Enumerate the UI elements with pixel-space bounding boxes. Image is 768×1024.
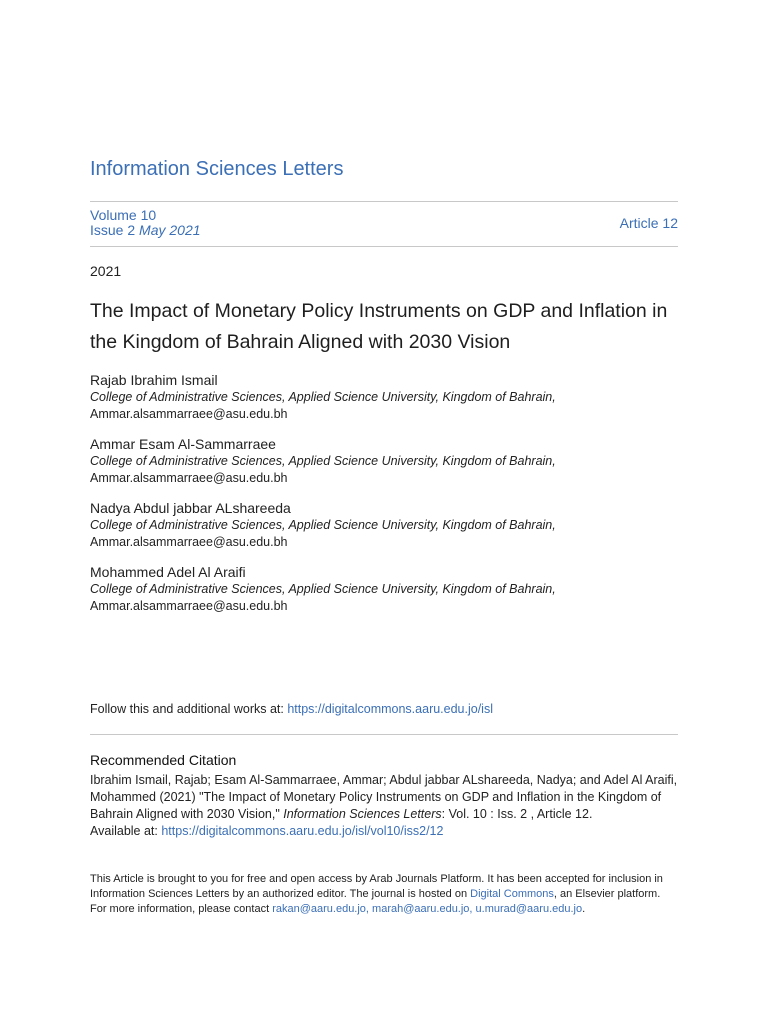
notice-text: This Article is brought to you for free and open access by Arab Journals Platform. It has been accepted for inclusion in Information Sciences Letters by an authorized editor. The journal is hosted on: [90, 873, 663, 900]
follow-line: [90, 702, 493, 716]
author-name: Mohammed Adel Al Araifi: [90, 564, 246, 580]
follow-text: Follow this and additional works at:: [90, 702, 288, 716]
author-list: [90, 372, 678, 628]
article-title: The Impact of Monetary Policy Instruments on GDP and Inflation in the Kingdom of Bahrain Aligned with 2030 Vision: [90, 300, 668, 353]
author-entry: [90, 500, 678, 551]
citation-body: Ibrahim Ismail, Rajab; Esam Al-Sammarraee, Ammar; Abdul jabbar ALshareeda, Nadya; and Adel Al Araifi, Mohammed (2021) "The Impact of Monetary Policy Instruments on GDP and Inflation in the Kingdom of Bahrain Aligned with 2030 Vision,": [90, 773, 678, 821]
article-url-link[interactable]: https://digitalcommons.aaru.edu.jo/isl/vol10/iss2/12: [161, 824, 444, 838]
author-affiliation: College of Administrative Sciences, Applied Science University, Kingdom of Bahrain,: [90, 454, 556, 468]
issue-date[interactable]: May 2021: [139, 222, 201, 238]
notice-text: , an Elsevier platform. For more information, please contact: [90, 888, 661, 915]
available-label: Available at:: [90, 824, 162, 838]
author-affiliation: College of Administrative Sciences, Applied Science University, Kingdom of Bahrain,: [90, 390, 556, 404]
access-notice: [90, 872, 678, 917]
digital-commons-link[interactable]: Digital Commons: [470, 888, 554, 900]
author-email: Ammar.alsammarraee@asu.edu.bh: [90, 407, 288, 421]
divider-middle: [90, 246, 678, 247]
collection-link[interactable]: https://digitalcommons.aaru.edu.jo/isl: [287, 702, 493, 716]
publication-year: 2021: [90, 263, 122, 279]
citation-journal: Information Sciences Letters: [283, 807, 442, 821]
recommended-citation-heading: Recommended Citation: [90, 752, 237, 768]
contact-emails-link[interactable]: rakan@aaru.edu.jo, marah@aaru.edu.jo, u.murad@aaru.edu.jo: [272, 903, 583, 915]
author-name: Ammar Esam Al-Sammarraee: [90, 436, 276, 452]
author-name: Rajab Ibrahim Ismail: [90, 372, 218, 388]
author-email: Ammar.alsammarraee@asu.edu.bh: [90, 599, 288, 613]
author-email: Ammar.alsammarraee@asu.edu.bh: [90, 535, 288, 549]
author-name: Nadya Abdul jabbar ALshareeda: [90, 500, 291, 516]
divider-top: [90, 201, 678, 202]
volume-issue-block: [90, 208, 201, 238]
divider-bottom: [90, 734, 678, 735]
citation-volume: : Vol. 10 : Iss. 2 , Article 12.: [441, 807, 593, 821]
author-entry: [90, 372, 678, 423]
author-entry: [90, 436, 678, 487]
author-affiliation: College of Administrative Sciences, Applied Science University, Kingdom of Bahrain,: [90, 582, 556, 596]
notice-text: .: [582, 903, 586, 915]
issue-link[interactable]: Issue 2: [90, 222, 136, 238]
citation-text: [90, 772, 678, 840]
author-entry: [90, 564, 678, 615]
journal-title-link[interactable]: Information Sciences Letters: [90, 158, 344, 180]
article-number-link[interactable]: Article 12: [619, 215, 678, 231]
volume-link[interactable]: Volume 10: [90, 207, 157, 223]
author-affiliation: College of Administrative Sciences, Applied Science University, Kingdom of Bahrain,: [90, 518, 556, 532]
author-email: Ammar.alsammarraee@asu.edu.bh: [90, 471, 288, 485]
